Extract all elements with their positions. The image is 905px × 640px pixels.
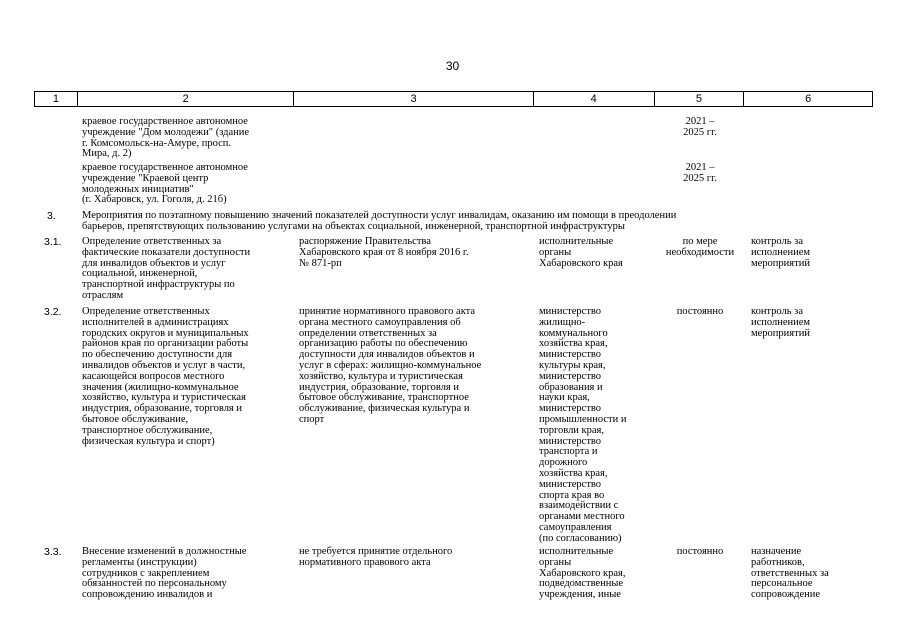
row-5-term: постоянно: [676, 546, 724, 557]
section-3-title: Мероприятия по поэтапному повышению значений показателей доступности услуг инвалидам, оказанию им помощи в преодолении барьеров, препятствующих пользованию услугами на объектах социальной, инженерной, транспортной инфраструктуры: [82, 210, 677, 232]
row-3-doc: распоряжение Правительства Хабаровского края от 8 ноября 2016 г. № 871-рп: [299, 236, 469, 269]
row-3-executor: исполнительные органы Хабаровского края: [539, 236, 623, 269]
column-header-2: 2: [78, 92, 294, 106]
row-0-name: краевое государственное автономное учреждение "Дом молодежи" (здание г. Комсомольск-на-Амуре, просп. Мира, д. 2): [82, 116, 250, 160]
row-4-doc: принятие нормативного правового акта органа местного самоуправления об определении ответственных за организацию работы по обеспечению доступности для инвалидов объектов и услуг в сферах: жилищно-коммунальное хозяйство, культура и туристическая индустрия, образование, торговля и бытовое обслуживание, транспортное обслуживание, физическая культура и спорт: [299, 306, 482, 425]
table-header-row: [34, 91, 873, 107]
row-5-result: назначение работников, ответственных за персональное сопровождение: [751, 546, 829, 601]
column-header-6: 6: [805, 93, 812, 105]
row-5-doc: не требуется принятие отдельного нормативного правового акта: [299, 546, 453, 568]
row-4-name: Определение ответственных исполнителей в администрациях городских округов и муниципальных районов края по организации работы по обеспечению доступности для инвалидов объектов и услуг в части, касающейся вопросов местного значения (жилищно-коммунальное хозяйство, культура и туристическая индустрия, образование, торговля и бытовое обслуживание, транспортное обслуживание, физическая культура и спорт): [82, 306, 249, 447]
row-4-executor: министерство жилищно- коммунального хозяйства края, министерство культуры края, министерство образования и науки края, министерство промышленности и торговли края, министерство транспорта и дорожного хозяйства края, министерство спорта края во взаимодействии с органами местного самоуправления (по согласованию): [539, 306, 627, 544]
row-3-num: 3.1.: [44, 236, 62, 248]
row-3-name: Определение ответственных за фактические показатели доступности для инвалидов объектов и услуг социальной, инженерной, транспортной инфраструктуры по отраслям: [82, 236, 251, 301]
row-0-term: 2021 – 2025 гг.: [683, 116, 717, 138]
row-1-term: 2021 – 2025 гг.: [683, 162, 717, 184]
row-5-num: 3.3.: [44, 546, 62, 558]
column-header-1: 1: [35, 92, 78, 106]
column-header-5: 5: [655, 92, 745, 106]
page-number: 30: [445, 59, 460, 73]
row-4-term: постоянно: [676, 306, 724, 317]
row-4-result: контроль за исполнением мероприятий: [751, 306, 811, 339]
row-4-num: 3.2.: [44, 306, 62, 318]
row-3-result: контроль за исполнением мероприятий: [751, 236, 811, 269]
row-2-num: 3.: [47, 210, 56, 222]
row-5-name: Внесение изменений в должностные регламенты (инструкции) сотрудников с закреплением обязанностей по персональному сопровождению инвалидов и: [82, 546, 247, 601]
row-3-term: по мере необходимости: [665, 236, 735, 258]
column-header-4: 4: [534, 92, 655, 106]
row-1-name: краевое государственное автономное учреждение "Краевой центр молодежных инициатив" (г. Хабаровск, ул. Гоголя, д. 21б): [82, 162, 248, 206]
column-header-3: 3: [294, 92, 533, 106]
row-5-executor: исполнительные органы Хабаровского края, подведомственные учреждения, иные: [539, 546, 626, 601]
